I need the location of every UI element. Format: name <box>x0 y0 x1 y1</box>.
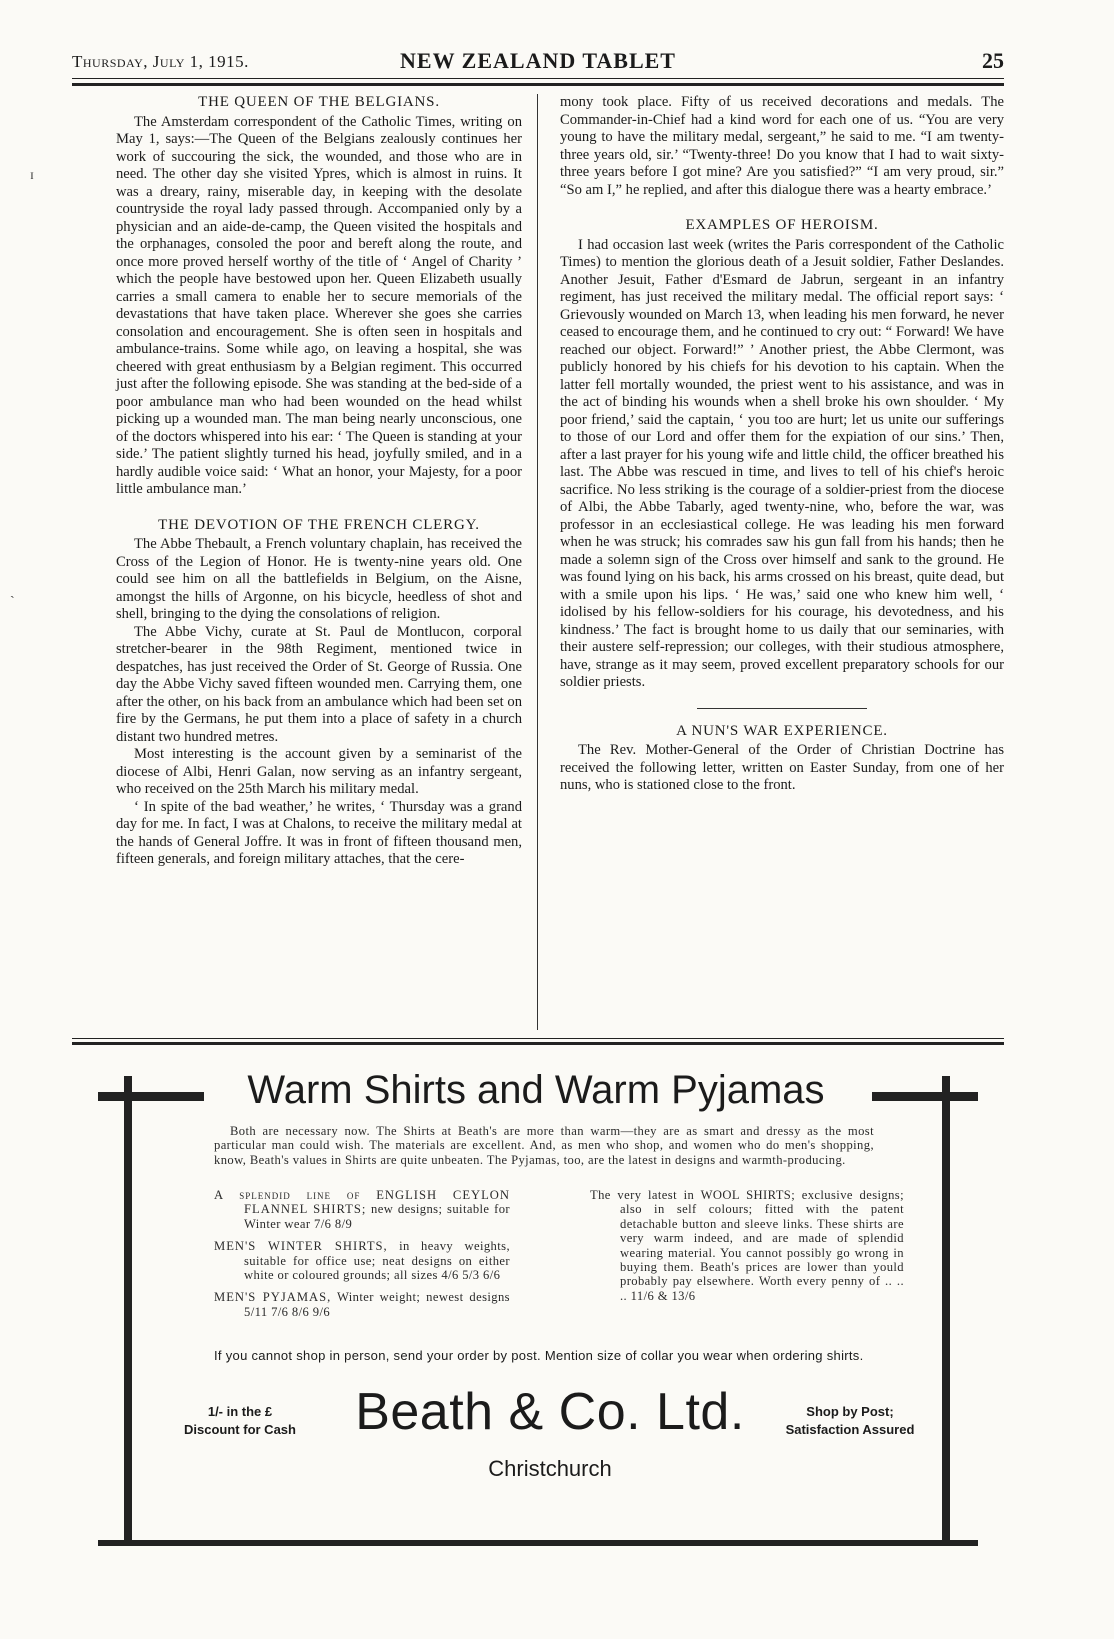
firm-name: Beath & Co. Ltd. <box>355 1383 745 1441</box>
satisfaction-label: Satisfaction Assured <box>785 1422 915 1437</box>
advert-border-bar <box>872 1092 978 1101</box>
firm-city: Christchurch <box>488 1456 612 1481</box>
header-rule <box>72 78 1004 79</box>
advert-item-detail: Winter weight; newest designs 5/11 7/6 8/6 9/6 <box>244 1290 510 1319</box>
discount-label: Discount for Cash <box>184 1422 296 1437</box>
advert-item-name: MEN'S WINTER SHIRTS, <box>214 1239 388 1254</box>
advert-bottom-rule <box>98 1540 978 1546</box>
article-queen-of-belgians <box>116 94 522 499</box>
article-continuation: mony took place. Fifty of us received decorations and medals. The Commander-in-Chief had a kind word for each one of us. “You are very young to have the military medal, sergeant,” he said to me. “I am twenty-three years old, sir.’ “Twenty-three! Do you know that I had to wait sixty-three years before I got mine? Are you satisfied?” “I am very proud, sir.” “So am I,” he replied, and after this dialogue there was a hearty embrace.’ <box>560 94 1004 198</box>
advert-discount <box>160 1403 320 1439</box>
page-header <box>72 46 1004 76</box>
advert-top-rule-heavy <box>72 1042 1004 1045</box>
issue-date: Thursday, July 1, 1915. <box>72 52 249 71</box>
article-heading: THE DEVOTION OF THE FRENCH CLERGY. <box>158 516 480 533</box>
shop-by-post-label: Shop by Post; <box>806 1404 894 1419</box>
margin-mark: ˏ <box>10 584 15 599</box>
article-nuns-war-experience <box>560 723 1004 795</box>
advert-shop-by-post <box>775 1403 925 1439</box>
article-paragraph: I had occasion last week (writes the Paris correspondent of the Catholic Times) to mention the glorious death of a Jesuit soldier, Father Deslandes. Another Jesuit, Father d'Esmard de Jabrun, sergeant in an infantry regiment, has just received the military medal. The official report says: ‘ Grievously wounded on March 13, when leading his men forward, he never ceased to encourage them, and he continued to cry out: “ Forward! We have reached our object. Forward!” ’ Another priest, the Abbe Clermont, was publicly honored by his chiefs for his devotion to his captain. When the latter fell mortally wounded, the priest went to his assistance, and was in the act of binding his wounds when a shell broke his own shoulder. ‘ My poor friend,’ said the captain, ‘ you too are hurt; let us unite our sufferings to those of our Lord and offer them for the expiation of our sins.’ Then, after a last prayer for his young wife and little child, the officer breathed his last. The Abbe was rescued in time, and lives to tell of his chief's heroic sacrifice. No less striking is the courage of a soldier-priest from the diocese of Albi, the Abbe Tabarly, aged twenty-nine, who, before the war, was professor in an ecclesiastical college. He was leading his men forward when he was struck; his comrades saw his gun fall from his hands; then he made a solemn sign of the Cross over himself and sank to the ground. He was found lying on his back, his arms crossed on his breast, quite dead, but with a smile upon his lips. ‘ He was,’ said one who knew him well, ‘ idolised by his fellow-soldiers for his courage, his devotedness, and his kindness.’ The fact is brought home to us daily that our seminaries, with their austere self-repression; our colleges, with their studious atmosphere, have, strange as it may seem, proved excellent preparatory schools for our soldier priests. <box>560 236 1004 690</box>
discount-rate: 1/- in the £ <box>207 1404 273 1419</box>
margin-mark: ɪ <box>30 168 34 183</box>
advert-item-detail: in heavy weights, suitable for office use; neat designs on either white or coloured grounds; all sizes 4/6 5/3 6/6 <box>244 1239 510 1283</box>
advert-item <box>214 1290 510 1319</box>
page-number: 25 <box>982 48 1004 73</box>
advert-top-rule <box>72 1038 1004 1039</box>
advert-left-items <box>214 1188 510 1327</box>
advert-item-name: MEN'S PYJAMAS, <box>214 1290 332 1305</box>
advert-item-name: A splendid line of ENGLISH CEYLON FLANNEL SHIRTS; <box>214 1188 510 1217</box>
article-heading: EXAMPLES OF HEROISM. <box>685 217 879 233</box>
advert-intro: Both are necessary now. The Shirts at Beath's are more than warm—they are as smart and dressy as the most particular man could wish. The materials are excellent. And, as men who shop, and women who do men's shopping, know, Beath's values in Shirts are quite unbeaten. The Pyjamas, too, are the latest in designs and warmth-producing. <box>214 1124 874 1167</box>
article-paragraph: The Amsterdam correspondent of the Catholic Times, writing on May 1, says:—The Queen of the Belgians zealously continues her work of succouring the sick, the wounded, and those who are in need. The other day she visited Ypres, which is almost in ruins. It was a dreary, rainy, miserable day, in keeping with the desolate countryside the royal lady passed through. Accompanied only by a physician and an aide-de-camp, the Queen visited the hospitals and the orphanages, consoled the poor and bereft along the route, and once more proved herself worthy of the title of ‘ Angel of Charity ’ which the people have bestowed upon her. Queen Elizabeth usually carries a small camera to enable her to secure memorials of the devastations that have taken place. Wherever she goes she carries consolation and encouragement. She is often seen in hospitals and ambulance-trains. Some while ago, on leaving a hospital, she was cheered with great enthusiasm by a Belgian regiment. This occurred just after the following episode. She was standing at the bed-side of a poor ambulance man who had been wounded on the head whilst picking up a wounded man. The man being nearly unconscious, one of the doctors whispered into his ear: ‘ The Queen is standing at your side.’ The patient slightly turned his head, joyfully smiled, and in a hardly audible voice said: ‘ What an honor, your Majesty, for a poor little ambulance man.’ <box>116 113 522 497</box>
advert-item <box>214 1188 510 1231</box>
article-paragraph: The Rev. Mother-General of the Order of Christian Doctrine has received the following letter, written on Easter Sunday, from one of her nuns, who is stationed close to the front. <box>560 742 1004 793</box>
article-paragraph: The Abbe Vichy, curate at St. Paul de Montlucon, corporal stretcher-bearer in the 98th Regiment, mentioned twice in despatches, has just received the Order of St. George of Russia. One day the Abbe Vichy saved fifteen wounded men. Carrying them, one after the other, on his back from an ambulance which had been set on fire by the Germans, he put them into a place of safety in a church distant two hundred metres. <box>116 623 522 745</box>
article-heading: THE QUEEN OF THE BELGIANS. <box>198 94 440 110</box>
article-paragraph: Most interesting is the account given by a seminarist of the diocese of Albi, Henri Galan, now serving as an infantry sergeant, who received on the 25th March his military medal. <box>116 746 522 797</box>
article-devotion-french-clergy <box>116 517 522 869</box>
advert-border-bar <box>98 1092 204 1101</box>
advert-postal-note: If you cannot shop in person, send your order by post. Mention size of collar you wear when ordering shirts. <box>214 1348 864 1363</box>
advert-item <box>214 1239 510 1282</box>
article-heading: A NUN'S WAR EXPERIENCE. <box>676 722 888 739</box>
advert-border-post <box>942 1076 950 1544</box>
column-divider <box>537 94 538 1030</box>
article-paragraph: The Abbe Thebault, a French voluntary chaplain, has received the Cross of the Legion of Honor. He is twenty-nine years old. One could see him on all the battlefields in Belgium, on the Aisne, amongst the hills of Argonne, on his bicycle, heedless of shot and shell, bringing to the dying the consolations of religion. <box>116 536 522 622</box>
article-examples-of-heroism <box>560 217 1004 692</box>
publication-title: NEW ZEALAND TABLET <box>400 48 676 73</box>
article-paragraph: ‘ In spite of the bad weather,’ he writes, ‘ Thursday was a grand day for me. In fact, I was at Chalons, to receive the military medal at the hands of General Joffre. It was in front of fifteen thousand men, fifteen generals, and foreign military attaches, that the cere- <box>116 798 522 867</box>
advert-wool-shirts: The very latest in WOOL SHIRTS; exclusive designs; also in self colours; fitted with the patent detachable button and sleeve links. These shirts are very warm indeed, and are made of splendid wearing material. You cannot possibly go wrong in buying them. Beath's prices are lower than yould probably pay elsewhere. Worth every penny of .. .. .. 11/6 & 13/6 <box>590 1188 904 1303</box>
section-rule <box>697 708 867 709</box>
advert-item-detail: new designs; suitable for Winter wear 7/6 8/9 <box>244 1202 510 1231</box>
advert-headline: Warm Shirts and Warm Pyjamas <box>247 1068 825 1112</box>
left-column <box>116 94 522 869</box>
right-column <box>560 94 1004 795</box>
header-rule-heavy <box>72 83 1004 86</box>
advert-border-post <box>124 1076 132 1544</box>
